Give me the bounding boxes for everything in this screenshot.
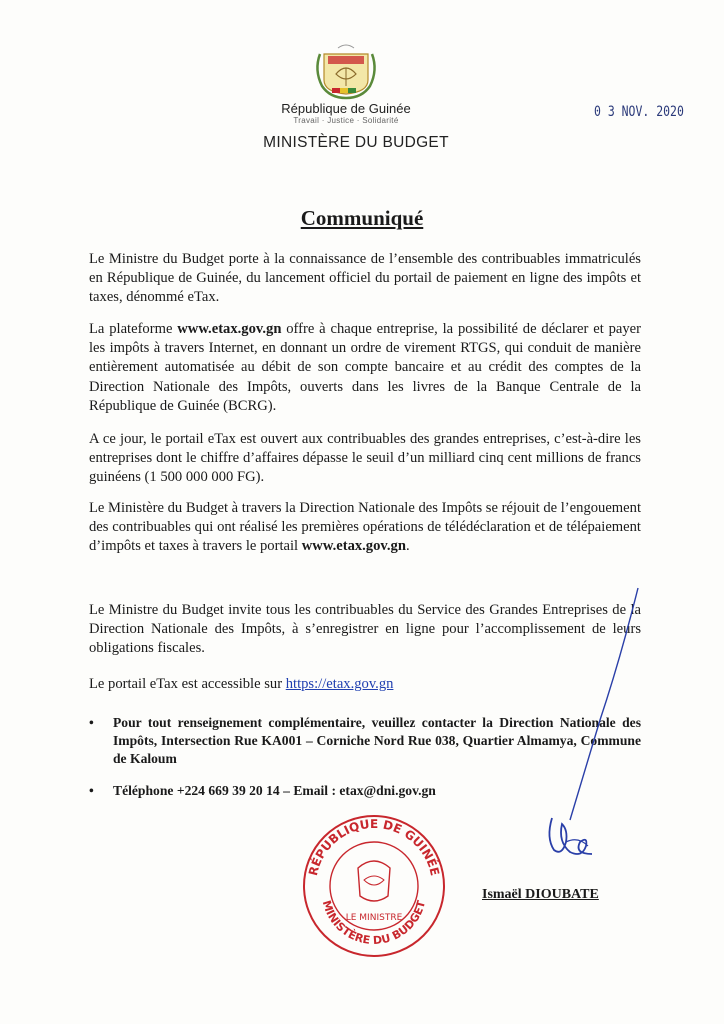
etax-portal-link[interactable]: https://etax.gov.gn — [285, 676, 394, 692]
contact-info-text: Pour tout renseignement complémentaire, veuillez contacter la Direction Nationale des Impôts, Intersection Rue KA001 – Corniche Nord Rue 038, Quartier Almamya, Commune de Kaloum — [113, 715, 641, 766]
portal-url: www.etax.gov.gn — [301, 538, 406, 555]
bullet-marker: • — [89, 715, 94, 730]
bullet-marker: • — [89, 783, 94, 798]
paragraph-platform-lead: La plateforme — [89, 321, 178, 337]
date-stamp: 0 3 NOV. 2020 — [594, 104, 684, 120]
signatory-name: Ismaël DIOUBATE — [482, 887, 599, 902]
national-motto: Travail · Justice · Solidarité — [293, 116, 399, 125]
phone-email-text: Téléphone +224 669 39 20 14 – Email : etax@dni.gov.gn — [113, 783, 436, 798]
paragraph-adoption — [89, 499, 641, 557]
paragraph-platform — [89, 320, 641, 416]
svg-text:RÉPUBLIQUE DE GUINÉE — [306, 817, 442, 877]
paragraph-platform-rest: offre à chaque entreprise, la possibilité de déclarer et payer les impôts à travers Internet, en donnant un ordre de virement RTGS, qui conduit de manière entièrement automatisée au débit de son compte bancaire et au crédit des comptes de la Direction Nationale des Impôts, ouverts dans les livres de la Banque Centrale de la République de Guinée (BCRG). — [89, 321, 641, 414]
handwritten-signature — [470, 580, 650, 880]
paragraph-launch: Le Ministre du Budget porte à la connaissance de l’ensemble des contribuables immatriculés en République de Guinée, du lancement officiel du portail de paiement en ligne des impôts et taxes, dénommé eTax. — [89, 251, 641, 306]
platform-url: www.etax.gov.gn — [177, 321, 282, 337]
paragraph-adoption-text: Le Ministère du Budget à travers la Direction Nationale des Impôts se réjouit de l’engouement des contribuables qui ont réalisé les premières opérations de télédéclaration et de télépaiement d’impôts et taxes à travers le portail — [89, 500, 641, 555]
document-title: Communiqué — [300, 206, 424, 230]
paragraph-scope: A ce jour, le portail eTax est ouvert aux contribuables des grandes entreprises, c’est-à-dire les entreprises dont le chiffre d’affaires dépasse le seuil d’un milliard cinq cent millions de francs guinéens (1 500 000 000 FG). — [89, 431, 641, 486]
seal-bottom-text: MINISTÈRE DU BUDGET — [319, 898, 429, 948]
seal-top-text: RÉPUBLIQUE DE GUINÉE — [305, 816, 443, 878]
seal-inner-text: LE MINISTRE — [345, 913, 403, 923]
official-seal-stamp — [296, 810, 452, 960]
paragraph-adoption-end: . — [405, 538, 410, 555]
paragraph-access-text: Le portail eTax est accessible sur — [89, 676, 286, 692]
paragraph-invitation: Le Ministre du Budget invite tous les contribuables du Service des Grandes Entreprises de la Direction Nationale des Impôts, à s’enregistrer en ligne pour l’accomplissement de leurs obligations fiscales. — [89, 602, 641, 657]
republic-heading: République de Guinée — [281, 101, 411, 116]
ministry-heading: MINISTÈRE DU BUDGET — [263, 134, 449, 151]
coat-of-arms-emblem — [310, 40, 382, 102]
